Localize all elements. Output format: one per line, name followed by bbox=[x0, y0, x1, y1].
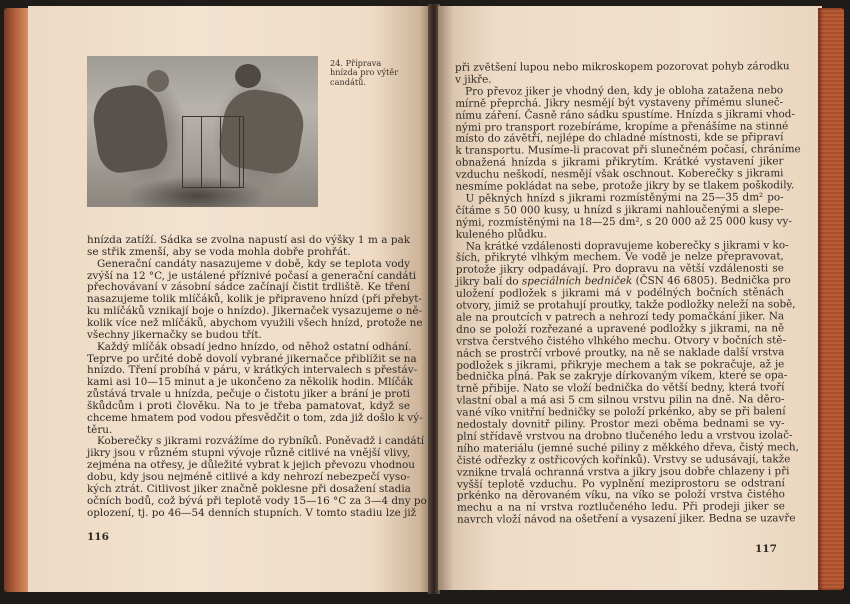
text-line: jikry jsou v různém stupni vývoje různě citlivé na vnější vlivy, bbox=[87, 447, 410, 460]
text-line: protože jikry odpadávají. Pro dopravu na větší vzdálenosti se bbox=[455, 262, 784, 277]
text-line: k transportu. Musíme-li pracovat při slunečném počasí, chráníme bbox=[455, 143, 801, 158]
text-line: čítáme s 50 000 kusy, u hnízd s jikrami nahloučenými a slepe- bbox=[455, 203, 784, 217]
text-line: se střik zmenší, aby se voda mohla dobře prohřát. bbox=[87, 245, 351, 258]
text-line: obnažená hnízda s jikrami přikrytím. Krátké vystavení jiker bbox=[455, 155, 784, 169]
text-fragment: jikry balí do bbox=[455, 275, 522, 288]
text-line: ního materiálu (jemné suché piliny z měkkého dřeva, čistý mech, bbox=[456, 441, 799, 455]
text-line: uložení podložek s jikrami má v podélných bočních stěnách bbox=[455, 286, 785, 300]
text-line: zvýší na 12 °C, je ustálené příznivé počasí a generační candáti bbox=[87, 269, 417, 282]
text-line: Na krátké vzdálenosti dopravujeme koberečky s jikrami v ko- bbox=[465, 238, 789, 253]
text-line: nách se prostrčí vrbové proutky, na ně se naklade další vrstva bbox=[456, 345, 785, 360]
text-line: zejména na otřesy, je důležité vybrat k jejich převozu vhodnou bbox=[87, 459, 415, 472]
text-line: čisté odřezky z ostřicových kořínků). Vrstvy se udusávají, takže bbox=[456, 452, 791, 467]
text-fragment: (ČSN 46 6805). Bednička pro bbox=[632, 274, 791, 288]
text-line: trně přibije. Nato se vloží bednička do větší bedny, která tvoří bbox=[456, 381, 785, 396]
text-line: očních bodů, což bývá při teplotě vody 15—16 °C za 3—4 dny po bbox=[87, 494, 427, 507]
text-line: hnízdo. Tření probíhá v páru, v krátkých intervalech s přestáv- bbox=[87, 364, 418, 377]
text-line: vzduchu neškodí, nesmějí však oschnout. Koberečky s jikrami bbox=[455, 167, 784, 181]
text-line: otvory, jimiž se protahují proutky, takže podložky neleží na sobě, bbox=[456, 298, 796, 312]
figure-caption: 24. Příprava hnízda pro výtěr candátů. bbox=[330, 58, 399, 87]
italic-term: speciálních bedniček bbox=[521, 275, 633, 288]
text-line: nesmíme pokládat na sebe, protože jikry by se tlakem poškodily. bbox=[455, 179, 795, 193]
text-line: ale na proutcích v patrech a nehrozí tedy pomačkání jiker. Na bbox=[456, 310, 785, 324]
text-line: Koberečky s jikrami rozvážíme do rybníků. Poněvadž i candátí bbox=[97, 435, 425, 448]
text-line: navrch vloží návod na ošetření a vysazení jiker. Bedna se uzavře bbox=[456, 512, 796, 526]
text-line: Teprve po určité době dovolí vybrané jikernačce přiblížit se na bbox=[87, 352, 417, 365]
text-line: přechovávaní v zásobní sádce začínají čistit trdliště. Ke tření bbox=[87, 281, 410, 294]
page-number-left: 116 bbox=[87, 531, 109, 543]
text-line: zůstává trvale u hnízda, pečuje o čistotu jiker a brání je proti bbox=[87, 388, 410, 401]
text-line: podložek s jikrami, přikryje mechem a tak se pokračuje, až je bbox=[456, 357, 785, 372]
text-line: nedostaly dovnitř piliny. Prostor mezi oběma bednami se vy- bbox=[456, 417, 785, 431]
text-line: škůdcům i proti člověku. Na to je třeba pamatovat, když se bbox=[87, 399, 410, 412]
text-line: kolik více než mlíčáků, abychom využili všech hnízd, protože ne bbox=[87, 316, 423, 329]
text-line: dobu, kdy jsou nejméně citlivé a kdy nehrozí nebezpečí vyso- bbox=[87, 471, 410, 483]
book-edge-right bbox=[818, 8, 844, 590]
text-line: mírně přeprchá. Jikry nesmějí být vystaveny přímému sluneč- bbox=[455, 95, 784, 110]
text-line: místo do závětří, nejlépe do chladné místnosti, kde se připraví bbox=[455, 131, 784, 146]
text-line: Každý mlíčák obsadí jedno hnízdo, od něhož ostatní odhání. bbox=[97, 340, 412, 353]
text-line: kých ztrát. Citlivost jiker značně poklesne při dosažení stadia bbox=[87, 482, 411, 495]
page-number-right: 117 bbox=[755, 543, 777, 555]
text-line: prkénko na děrovaném víku, na víko se položí vrstva čistého bbox=[456, 488, 785, 503]
text-line: U pěkných hnízd s jikrami rozmístěnými na 25—35 dm² po- bbox=[465, 191, 784, 205]
text-line: ku mlíčáků vznikají boje o hnízdo). Jikernaček vysazujeme o ně- bbox=[87, 305, 423, 318]
text-line: nými pro transport rozebíráme, kropíme a přenášíme na stinné bbox=[455, 119, 789, 134]
text-line: nasazujeme tolik mlíčáků, kolik je připraveno hnízd (při přebyt- bbox=[87, 293, 422, 306]
text-line: vrstva čerstvého čistého vlhkého mechu. Otvory v bočních stě- bbox=[456, 333, 786, 348]
text-line: chceme hmatem pod vodou přesvědčit o tom, zda již došlo k vý- bbox=[87, 411, 423, 424]
text-line: vlastní obal a má asi 5 cm silnou vrstvu pilin na dně. Na děro- bbox=[456, 393, 785, 407]
text-line: Pro převoz jiker je vhodný den, kdy je obloha zatažena nebo bbox=[465, 84, 784, 98]
text-line: nými, rozmístěnými na 18—25 dm², s 20 000 až 25 000 kusy vy- bbox=[455, 214, 792, 229]
text-line: všechny jikernačky se budou třít. bbox=[87, 328, 262, 341]
text-line: těru. bbox=[87, 423, 113, 436]
text-line: vyšší teplotě vzduchu. Po vyplnění meziprostoru se odstraní bbox=[456, 476, 785, 491]
text-line: při zvětšení lupou nebo mikroskopem pozorovat pohyb zárodku bbox=[455, 60, 790, 74]
text-line: hnízda zatíží. Sádka se zvolna napustí asi do výšky 1 m a pak bbox=[87, 234, 410, 246]
text-line: mechu a na ní vrstva roztlučeného ledu. Při prodeji jiker se bbox=[456, 500, 785, 515]
text-line: nímu záření. Časně ráno sádku spustíme. Hnízda s jikrami vhod- bbox=[455, 107, 795, 122]
text-line: ších, přikryté vlhkým mechem. Ve vodě je nelze přepravovat, bbox=[455, 250, 784, 265]
text-line: plní střídavě vrstvou na drobno tlučeného ledu a vrstvou izolač- bbox=[456, 429, 793, 443]
text-line: vznikne trvalá ochranná vrstva a jikry jsou dobře chlazeny i při bbox=[456, 464, 790, 479]
figure-24-photo bbox=[87, 56, 318, 207]
text-line: vané víko vnitřní bedničky se položí prkénko, aby se při balení bbox=[456, 405, 786, 419]
text-line: bednička plná. Pak se zakryje dírkovaným víkem, které se opa- bbox=[456, 369, 788, 384]
text-line: kuleného plůdku. bbox=[455, 227, 547, 241]
text-line: v jikře. bbox=[455, 73, 492, 86]
text-line: kami asi 10—15 minut a je ukončeno za několik hodin. Mlíčák bbox=[87, 376, 414, 389]
text-line: dno se položí rozřezané a upravené podložky s jikrami, na ně bbox=[456, 322, 785, 336]
text-line: oplození, tj. po 46—54 denních stupních. V tomto stadiu lze již bbox=[87, 506, 417, 519]
text-line: Generační candáty nasazujeme v době, kdy se teplota vody bbox=[97, 257, 410, 270]
